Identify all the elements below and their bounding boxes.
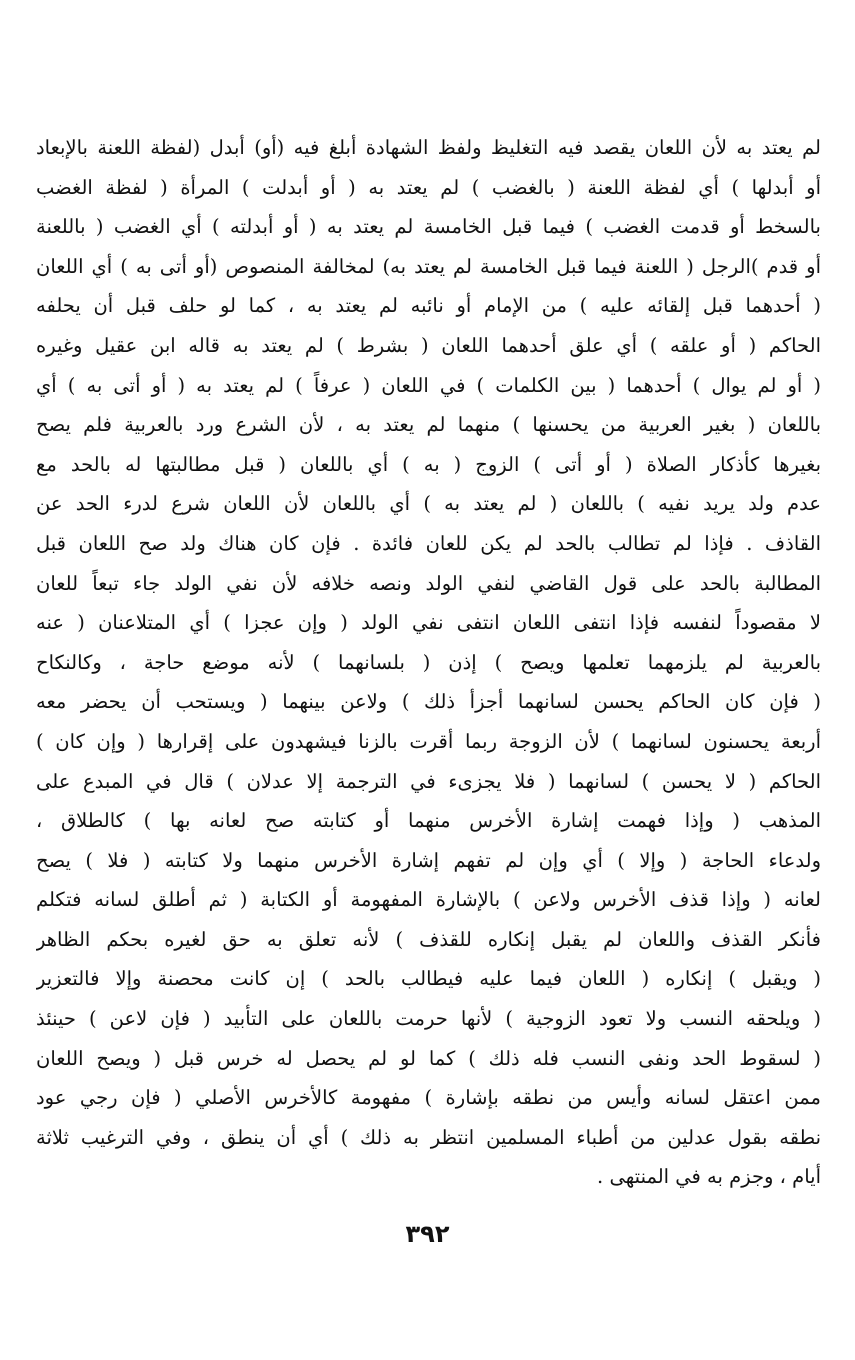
text-line: لعانه ( وإذا قذف الأخرس ولاعن ) بالإشارة المفهومة أو الكتابة ( ثم أطلق لسانه فتكلم (36, 888, 821, 912)
text-line: نطقه بقول عدلين من أطباء المسلمين انتظر به ذلك ) أي أن ينطق ، وفي الترغيب ثلاثة (36, 1125, 821, 1149)
text-line: بغيرها كأذكار الصلاة ( أو أتى ) الزوج ( به ) أي باللعان ( قبل مطالبتها له بالحد مع (36, 452, 821, 476)
text-line: باللعان ( بغير العربية من يحسنها ) منهما لم يعتد به ، لأن الشرع ورد بالعربية فلم يصح (36, 413, 821, 437)
text-line: ولدعاء الحاجة ( وإلا ) أي وإن لم تفهم إشارة الأخرس منهما ولا كتابته ( فلا ) يصح (36, 848, 821, 872)
text-line: المذهب ( وإذا فهمت إشارة الأخرس منهما أو كتابته صح لعانه بها ) كالطلاق ، (36, 809, 821, 833)
text-line: أو قدم )الرجل ( اللعنة فيما قبل الخامسة لم يعتد به) لمخالفة المنصوص (أو أتى به ) أي اللعان (36, 254, 821, 278)
text-line: ممن اعتقل لسانه وأيس من نطقه بإشارة ) مفهومة كالأخرس الأصلي ( فإن رجي عود (36, 1086, 821, 1110)
text-line: فأنكر القذف واللعان لم يقبل إنكاره للقذف ) لأنه تعلق به حق لغيره بحكم الظاهر (36, 927, 821, 951)
text-line: ( ويقبل ) إنكاره ( اللعان فيما عليه فيطالب بالحد ) إن كانت محصنة وإلا فالتعزير (36, 967, 821, 991)
page-number: ٣٩٢ (405, 1220, 450, 1248)
text-line: الحاكم ( لا يحسن ) لسانهما ( فلا يجزىء في الترجمة إلا عدلان ) قال في المبدع على (36, 769, 821, 793)
text-line: ( أحدهما قبل إلقائه عليه ) من الإمام أو نائبه لم يعتد به ، كما لو حلف قبل أن يحلفه (36, 294, 821, 318)
text-line: أربعة يحسنون لسانهما ) لأن الزوجة ربما أقرت بالزنا فيشهدون على إقرارها ( وإن كان ) (36, 729, 821, 753)
text-line: لم يعتد به لأن اللعان يقصد فيه التغليظ ولفظ الشهادة أبلغ فيه (أو) أبدل (لفظة اللعنة بالإبعاد (36, 136, 821, 159)
text-line: الحاكم ( أو علقه ) أي علق أحدهما اللعان ( بشرط ) لم يعتد به قاله ابن عقيل وغيره (36, 333, 821, 357)
text-line: ( فإن كان الحاكم يحسن لسانهما أجزأ ذلك ) ولاعن بينهما ( ويستحب أن يحضر معه (36, 690, 821, 714)
text-line: لا مقصوداً لنفسه فإذا انتفى اللعان انتفى نفي الولد ( وإن عجزا ) أي المتلاعنان ( عنه (36, 611, 821, 635)
text-line: ( لسقوط الحد ونفى النسب فله ذلك ) كما لو لم يحصل له خرس قبل ( ويصح اللعان (36, 1046, 821, 1070)
text-line: بالسخط أو قدمت الغضب ) فيما قبل الخامسة لم يعتد به ( أو أبدلته ) أي الغضب ( باللعنة (36, 215, 821, 239)
text-line: عدم ولد يريد نفيه ) باللعان ( لم يعتد به ) أي باللعان لأن اللعان شرع لدرء الحد عن (36, 492, 821, 516)
text-line: أو أبدلها ) أي لفظة اللعنة ( بالغضب ) لم يعتد به ( أو أبدلت ) المرأة ( لفظة الغضب (36, 175, 821, 199)
text-line-last: أيام ، وجزم به في المنتهى . (597, 1165, 821, 1189)
body-text (36, 128, 821, 1197)
text-line: ( أو لم يوال ) أحدهما ( بين الكلمات ) في اللعان ( عرفاً ) لم يعتد به ( أو أتى به ) أي (36, 373, 821, 397)
text-line: المطالبة بالحد على قول القاضي لنفي الولد ونصه خلافه لأن نفي الولد جاء تبعاً للعان (36, 571, 821, 595)
text-line: ( ويلحقه النسب ولا تعود الزوجية ) لأنها حرمت باللعان على التأبيد ( فإن لاعن ) حينئذ (36, 1007, 821, 1031)
text-line: القاذف . فإذا لم تطالب بالحد لم يكن للعان فائدة . فإن كان هناك ولد صح اللعان قبل (36, 531, 821, 555)
text-line: بالعربية لم يلزمهما تعلمها ويصح ) إذن ( بلسانهما ) لأنه موضع حاجة ، وكالنكاح (36, 650, 821, 674)
